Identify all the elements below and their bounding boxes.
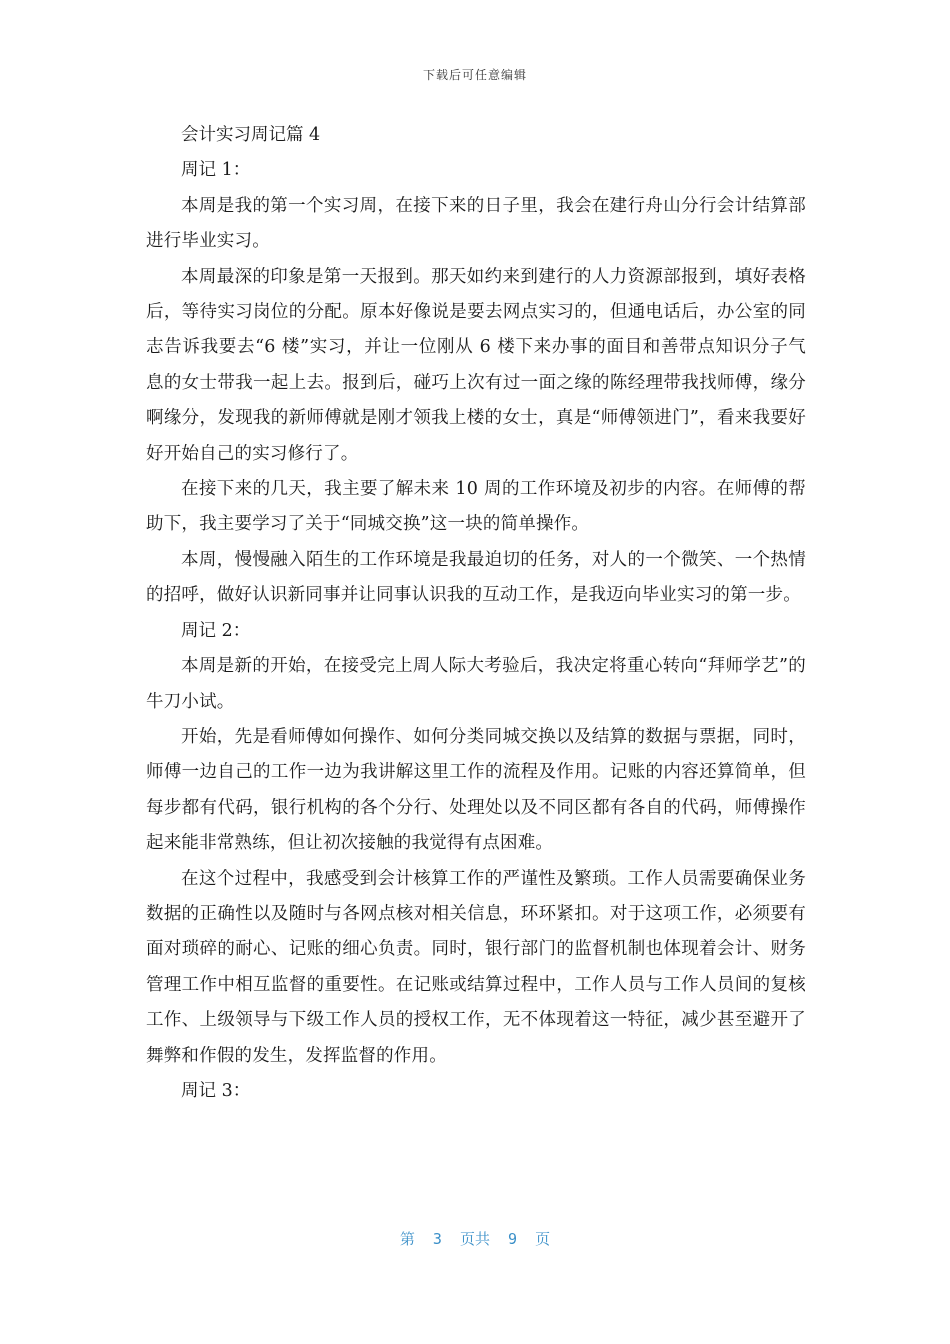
document-body <box>146 118 806 1109</box>
page-number: 第 3 页共 9 页 <box>399 1230 551 1248</box>
week-3-heading: 周记 3： <box>181 1080 251 1101</box>
paragraph: 在接下来的几天，我主要了解未来 10 周的工作环境及初步的内容。在师傅的帮助下，我主要学习了关于“同城交换”这一块的简单操作。 <box>146 479 806 535</box>
paragraph: 本周是我的第一个实习周，在接下来的日子里，我会在建行舟山分行会计结算部进行毕业实习。 <box>146 195 806 252</box>
week-1-heading: 周记 1： <box>181 160 251 181</box>
document-title: 会计实习周记篇 4 <box>181 125 321 145</box>
week-2-heading: 周记 2： <box>181 620 251 641</box>
paragraph: 本周最深的印象是第一天报到。那天如约来到建行的人力资源部报到，填好表格后，等待实习岗位的分配。原本好像说是要去网点实习的，但通电话后，办公室的同志告诉我要去“6 楼”实习，并让一位刚从 6 楼下来办事的面目和善带点知识分子气息的女士带我一起上去。报到后，碰巧上次有过一面之缘的陈经理带我找师傅，缘分啊缘分，发现我的新师傅就是刚才领我上楼的女士，真是“师傅领进门”，看来我要好好开始自己的实习修行了。 <box>146 266 806 464</box>
paragraph: 本周是新的开始，在接受完上周人际大考验后，我决定将重心转向“拜师学艺”的牛刀小试。 <box>146 656 806 712</box>
paragraph: 开始，先是看师傅如何操作、如何分类同城交换以及结算的数据与票据，同时，师傅一边自己的工作一边为我讲解这里工作的流程及作用。记账的内容还算简单，但每步都有代码，银行机构的各个分行、处理处以及不同区都有各自的代码，师傅操作起来能非常熟练，但让初次接触的我觉得有点困难。 <box>146 726 806 854</box>
paragraph: 在这个过程中，我感受到会计核算工作的严谨性及繁琐。工作人员需要确保业务数据的正确性以及随时与各网点核对相关信息，环环紧扣。对于这项工作，必须要有面对琐碎的耐心、记账的细心负责。同时，银行部门的监督机制也体现着会计、财务管理工作中相互监督的重要性。在记账或结算过程中，工作人员与工作人员间的复核工作、上级领导与下级工作人员的授权工作，无不体现着这一特征，减少甚至避开了舞弊和作假的发生，发挥监督的作用。 <box>146 868 806 1066</box>
page-header-note: 下载后可任意编辑 <box>422 68 527 82</box>
paragraph: 本周，慢慢融入陌生的工作环境是我最迫切的任务，对人的一个微笑、一个热情的招呼，做好认识新同事并让同事认识我的互动工作，是我迈向毕业实习的第一步。 <box>146 549 806 606</box>
